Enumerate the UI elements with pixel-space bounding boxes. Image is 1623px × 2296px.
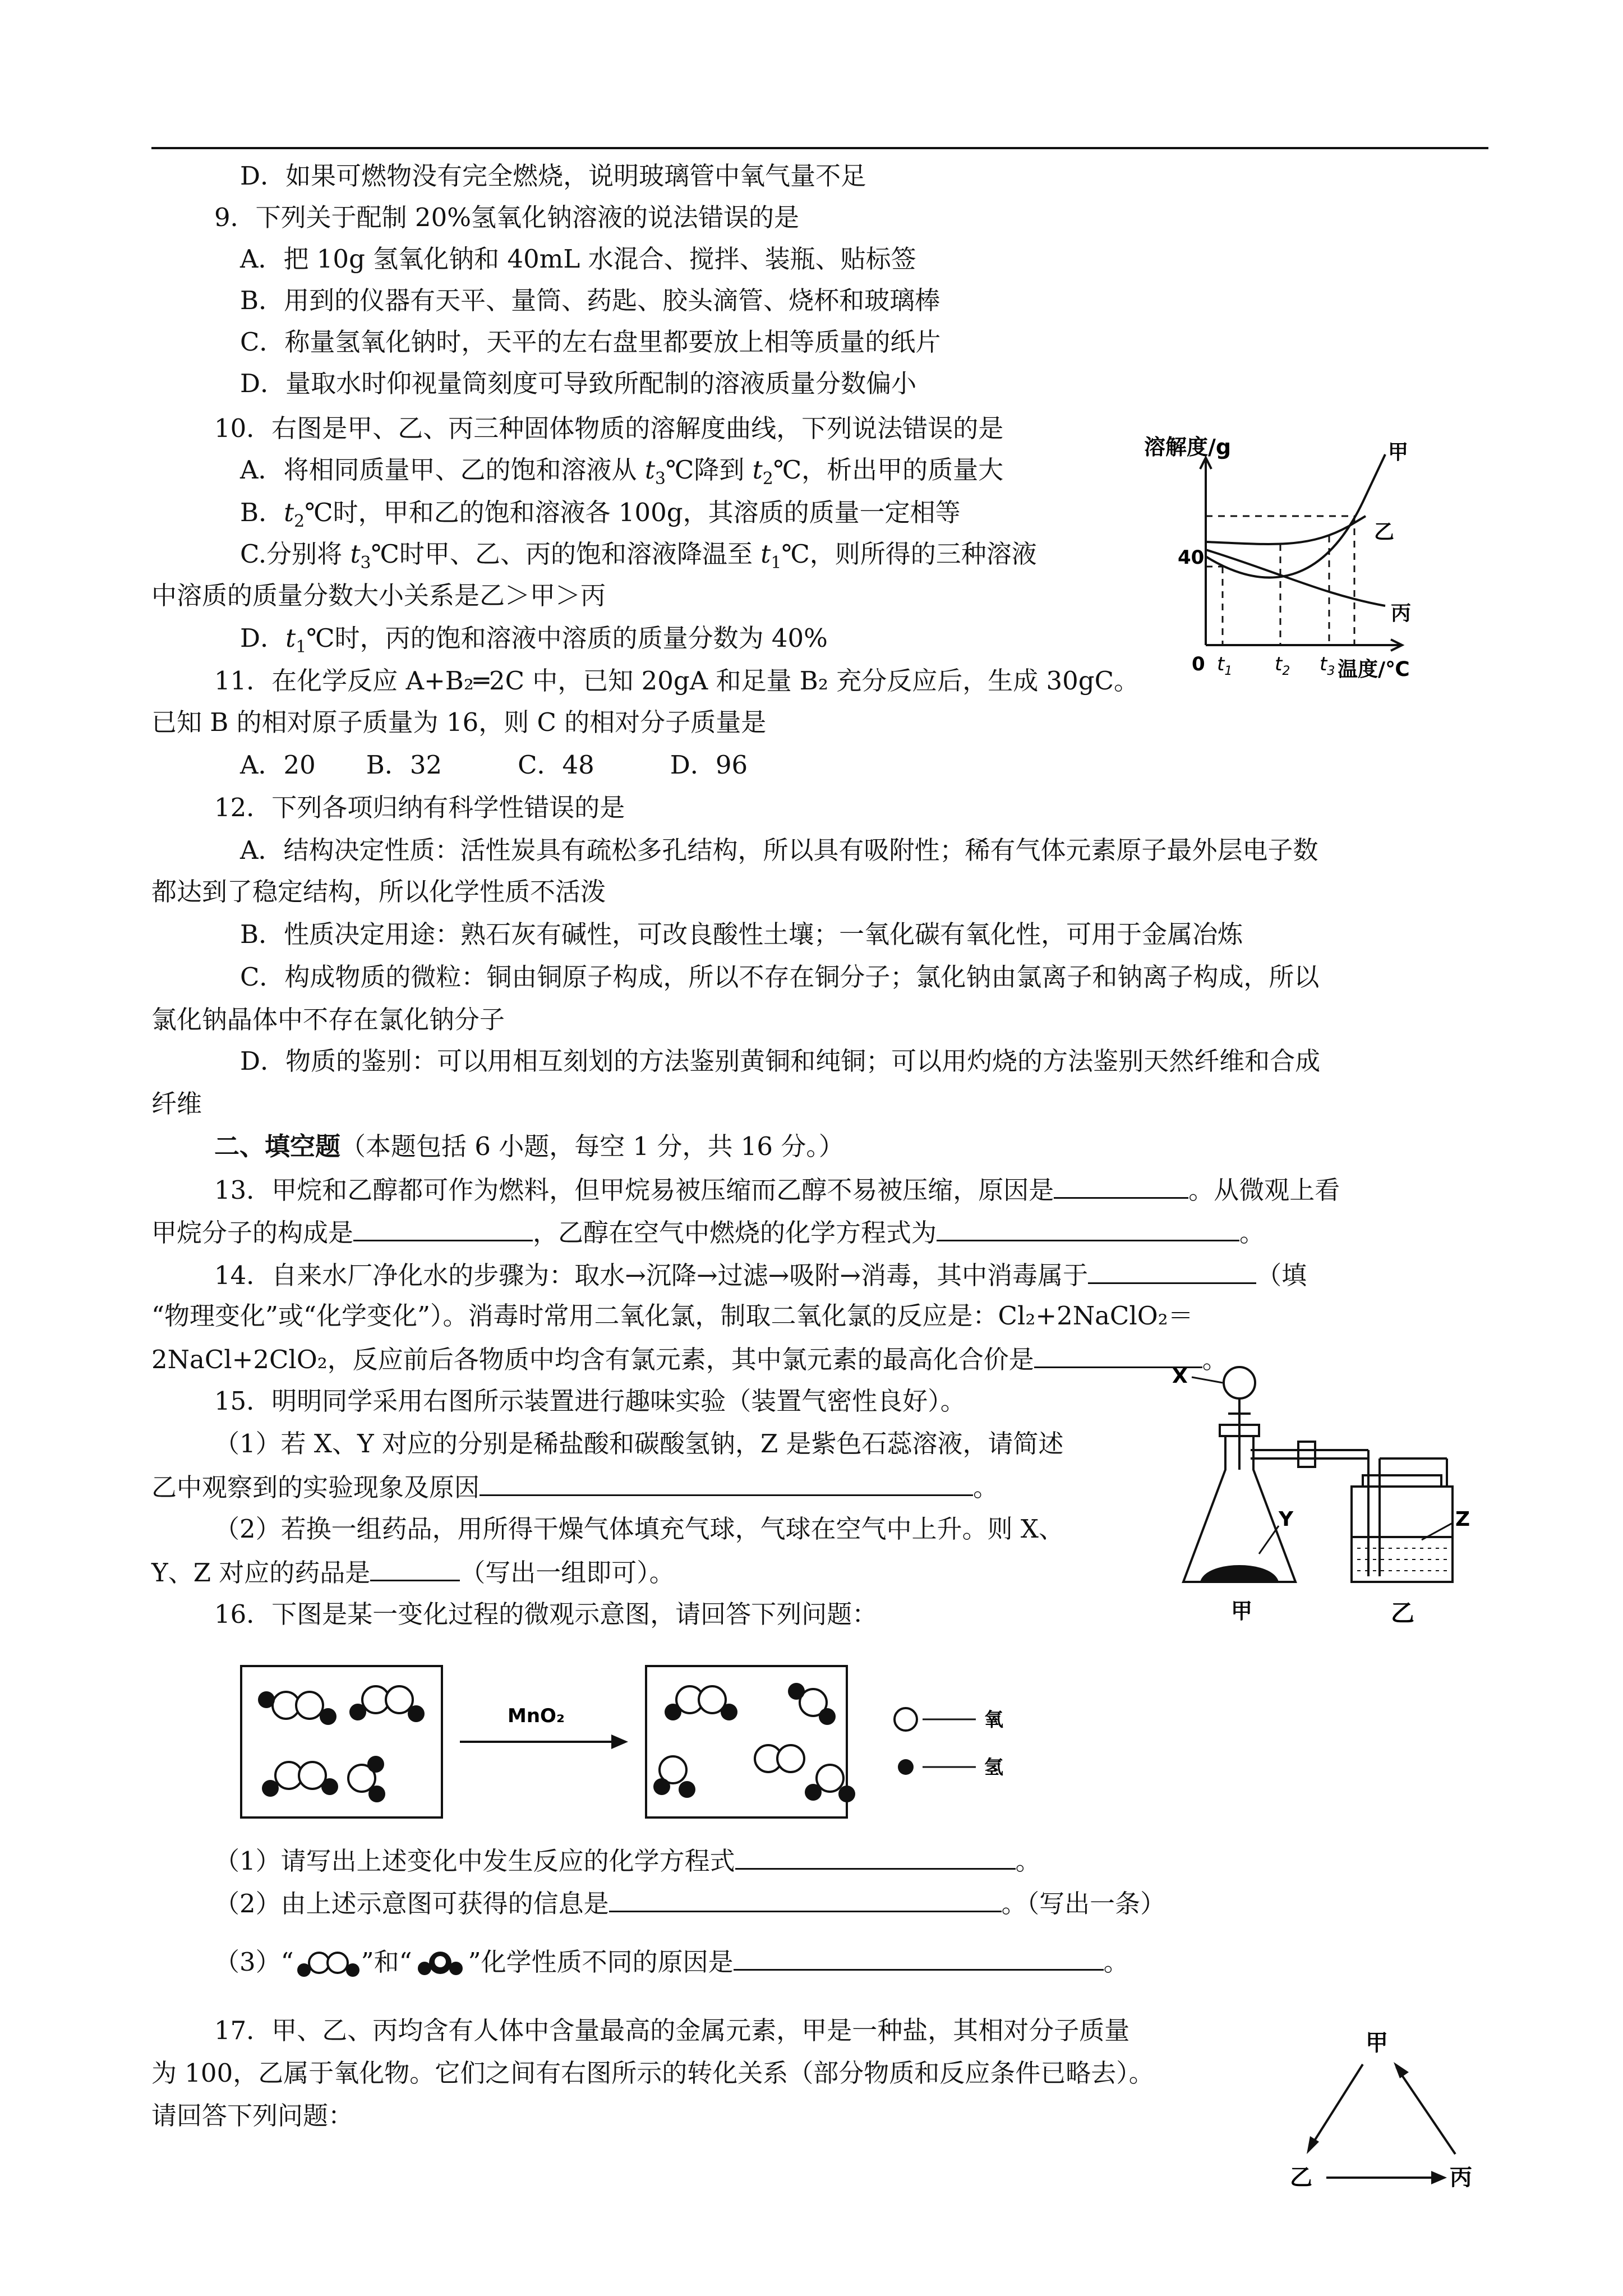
- q16-part1: （1）请写出上述变化中发生反应的化学方程式 。: [214, 1843, 1041, 1878]
- q16-stem: 16．下图是某一变化过程的微观示意图，请回答下列问题：: [214, 1599, 878, 1629]
- q12-option-a-cont: 都达到了稳定结构，所以化学性质不活泼: [151, 877, 606, 907]
- legend-oxygen: 氧: [984, 1709, 1003, 1731]
- label-y: Y: [1279, 1508, 1294, 1531]
- q12-option-c: C．构成物质的微粒：铜由铜原子构成，所以不存在铜分子；氯化钠由氯离子和钠离子构成，所以: [240, 962, 1320, 992]
- label-bing: 丙: [1391, 602, 1412, 625]
- q12-stem: 12．下列各项归纳有科学性错误的是: [214, 793, 625, 822]
- q17-line1: 17．甲、乙、丙均含有人体中含量最高的金属元素，甲是一种盐，其相对分子质量: [214, 2016, 1130, 2045]
- legend-oxygen-icon: [895, 1708, 917, 1731]
- q11-options: A．20 B．32 C．48 D．96: [240, 750, 748, 780]
- q8-option-d: D．如果可燃物没有完全燃烧，说明玻璃管中氧气量不足: [240, 161, 866, 191]
- q15-part1: （1）若 X、Y 对应的分别是稀盐酸和碳酸氢钠，Z 是紫色石蕊溶液，请简述: [214, 1429, 1064, 1458]
- q15-blank-1[interactable]: [479, 1470, 973, 1496]
- label-jia: 甲: [1231, 1599, 1253, 1623]
- q11-line1: 11．在化学反应 A+B₂═2C 中，已知 20gA 和足量 B₂ 充分反应后，生成 30gC。: [214, 666, 1140, 696]
- label-yi: 乙: [1391, 1599, 1415, 1627]
- q12-option-d-cont: 纤维: [151, 1089, 202, 1119]
- q13-blank-2[interactable]: [353, 1215, 533, 1241]
- q9-option-b: B．用到的仪器有天平、量筒、药匙、胶头滴管、烧杯和玻璃棒: [240, 286, 940, 315]
- q16-blank-1[interactable]: [735, 1843, 1016, 1870]
- q16-blank-3[interactable]: [734, 1944, 1104, 1971]
- q12-option-b: B．性质决定用途：熟石灰有碱性，可改良酸性土壤；一氧化碳有氧化性，可用于金属冶炼: [240, 919, 1243, 949]
- legend-hydrogen: 氢: [984, 1756, 1003, 1779]
- funnel-bulb: [1224, 1367, 1255, 1398]
- chart-origin: 0: [1192, 653, 1205, 675]
- q16-part3: （3）“ ”和“ ”化学性质不同的原因是 。: [214, 1944, 1129, 1979]
- label-z: Z: [1455, 1508, 1470, 1531]
- h2o-molecule-icon: [412, 1950, 468, 1978]
- catalyst-label: MnO₂: [508, 1705, 565, 1727]
- bottle-yi: [1352, 1487, 1453, 1582]
- conversion-diagram: [1284, 2025, 1486, 2199]
- q13-blank-1[interactable]: [1054, 1172, 1188, 1199]
- q10-option-b: B．$t_2℃$时，甲和乙的饱和溶液各 100g，其溶质的质量一定相等: [240, 498, 961, 531]
- chart-y40: 40: [1178, 546, 1205, 569]
- q10-option-c-cont: 中溶质的质量分数大小关系是乙＞甲＞丙: [151, 581, 606, 610]
- q15-blank-2[interactable]: [370, 1555, 460, 1581]
- chart-xlabel: 温度/℃: [1338, 658, 1410, 681]
- node-yi: 乙: [1290, 2165, 1312, 2191]
- legend-hydrogen-icon: [898, 1759, 914, 1775]
- q17-line2: 为 100，乙属于氧化物。它们之间有右图所示的转化关系（部分物质和反应条件已略去）。: [151, 2058, 1154, 2088]
- q12-option-d: D．物质的鉴别：可以用相互刻划的方法鉴别黄铜和纯铜；可以用灼烧的方法鉴别天然纤维和合成: [240, 1046, 1321, 1076]
- q10-option-a: A．将相同质量甲、乙的饱和溶液从 $t_3℃$降到 $t_2℃$，析出甲的质量大: [240, 455, 1004, 489]
- section2-heading: 二、填空题（本题包括 6 小题，每空 1 分，共 16 分。）: [214, 1131, 844, 1161]
- q9-stem: 9．下列关于配制 20%氢氧化钠溶液的说法错误的是: [214, 203, 799, 232]
- q14-line1: 14．自来水厂净化水的步骤为：取水→沉降→过滤→吸附→消毒，其中消毒属于 （填: [214, 1258, 1307, 1292]
- q15-part2-cont: Y、Z 对应的药品是 （写出一组即可）。: [151, 1555, 675, 1590]
- q15-part1-cont: 乙中观察到的实验现象及原因 。: [151, 1470, 998, 1504]
- solid-y: [1200, 1565, 1279, 1582]
- q9-option-d: D．量取水时仰视量筒刻度可导致所配制的溶液质量分数偏小: [240, 369, 917, 398]
- q11-line2: 已知 B 的相对原子质量为 16，则 C 的相对分子质量是: [151, 707, 767, 737]
- q10-option-d: D．$t_1℃$时，丙的饱和溶液中溶质的质量分数为 40%: [240, 623, 828, 657]
- q9-option-c: C．称量氢氧化钠时，天平的左右盘里都要放上相等质量的纸片: [240, 327, 941, 357]
- apparatus-figure: [1166, 1358, 1481, 1627]
- q12-option-c-cont: 氯化钠晶体中不存在氯化钠分子: [151, 1005, 505, 1034]
- q13-line1: 13．甲烷和乙醇都可作为燃料，但甲烷易被压缩而乙醇不易被压缩，原因是 。从微观上看: [214, 1172, 1340, 1207]
- q10-option-c: C.分别将 $t_3℃$时甲、乙、丙的饱和溶液降温至 $t_1℃$，则所得的三种溶液: [240, 539, 1037, 573]
- chart-t2: $t_2$: [1275, 653, 1290, 678]
- h2o2-molecule-icon: [294, 1950, 361, 1978]
- q14-line2: “物理变化”或“化学变化”）。消毒时常用二氧化氯，制取二氧化氯的反应是：Cl₂+2NaClO₂＝: [151, 1301, 1193, 1331]
- q17-line3: 请回答下列问题：: [151, 2101, 354, 2131]
- curve-yi: [1206, 516, 1366, 544]
- micro-reaction-diagram: [236, 1660, 1066, 1829]
- q12-option-a: A．结构决定性质：活性炭具有疏松多孔结构，所以具有吸附性；稀有气体元素原子最外层电子数: [240, 835, 1318, 865]
- node-jia: 甲: [1366, 2030, 1388, 2056]
- label-x: X: [1172, 1365, 1188, 1388]
- node-bing: 丙: [1450, 2165, 1472, 2191]
- q14-blank-1[interactable]: [1088, 1258, 1256, 1284]
- solubility-chart: [1138, 432, 1430, 684]
- q13-blank-3[interactable]: [937, 1215, 1239, 1241]
- q15-part2: （2）若换一组药品，用所得干燥气体填充气球，气球在空气中上升。则 X、: [214, 1514, 1064, 1544]
- q14-line3: 2NaCl+2ClO₂，反应前后各物质中均含有氯元素，其中氯元素的最高化合价是 。: [151, 1342, 1228, 1377]
- chart-t3: $t_3$: [1320, 653, 1335, 678]
- q16-blank-2[interactable]: [609, 1886, 1002, 1912]
- label-yi: 乙: [1374, 521, 1395, 544]
- q13-line2: 甲烷分子的构成是 ，乙醇在空气中燃烧的化学方程式为 。: [151, 1215, 1265, 1250]
- q10-stem: 10．右图是甲、乙、丙三种固体物质的溶解度曲线，下列说法错误的是: [214, 413, 1004, 443]
- arrow-jia-yi: [1310, 2064, 1363, 2148]
- label-jia: 甲: [1388, 441, 1409, 464]
- q15-stem: 15．明明同学采用右图所示装置进行趣味实验（装置气密性良好）。: [214, 1386, 966, 1416]
- chart-t1: $t_1$: [1217, 653, 1233, 678]
- curve-bing: [1206, 550, 1385, 606]
- q9-option-a: A．把 10g 氢氧化钠和 40mL 水混合、搅拌、装瓶、贴标签: [240, 244, 916, 274]
- header-rule: [151, 147, 1488, 149]
- arrow-bing-jia: [1396, 2067, 1455, 2154]
- chart-ylabel: 溶解度/g: [1144, 435, 1232, 459]
- clamp: [1298, 1442, 1315, 1467]
- q16-part2: （2）由上述示意图可获得的信息是 。（写出一条）: [214, 1886, 1165, 1921]
